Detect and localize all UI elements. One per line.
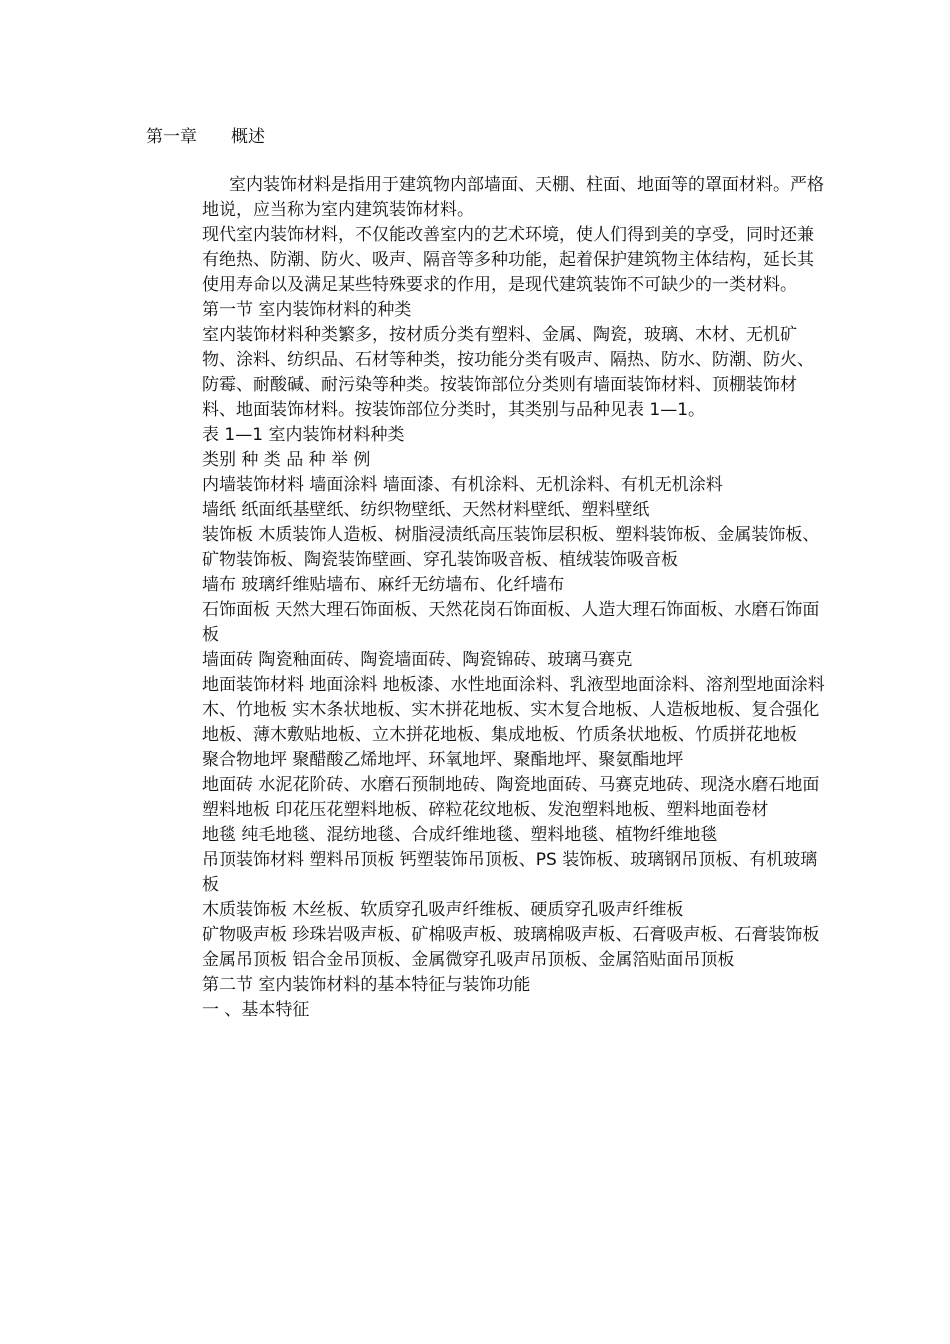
table-row: 墙纸 纸面纸基壁纸、纺织物壁纸、天然材料壁纸、塑料壁纸 xyxy=(202,500,650,520)
table-row: 塑料地板 印花压花塑料地板、碎粒花纹地板、发泡塑料地板、塑料地面卷材 xyxy=(202,800,769,820)
table-row: 石饰面板 天然大理石饰面板、天然花岗石饰面板、人造大理石饰面板、水磨石饰面板 xyxy=(202,600,820,645)
table-caption: 表 1—1 室内装饰材料种类 xyxy=(202,425,405,445)
table-row: 墙面砖 陶瓷釉面砖、陶瓷墙面砖、陶瓷锦砖、玻璃马赛克 xyxy=(202,650,633,670)
table-row: 内墙装饰材料 墙面涂料 墙面漆、有机涂料、无机涂料、有机无机涂料 xyxy=(202,475,723,495)
table-row: 地毯 纯毛地毯、混纺地毯、合成纤维地毯、塑料地毯、植物纤维地毯 xyxy=(202,825,718,845)
table-row: 矿物吸声板 珍珠岩吸声板、矿棉吸声板、玻璃棉吸声板、石膏吸声板、石膏装饰板 xyxy=(202,925,820,945)
table-row: 木、竹地板 实木条状地板、实木拼花地板、实木复合地板、人造板地板、复合强化地板、薄木敷贴地板、立木拼花地板、集成地板、竹质条状地板、竹质拼花地板 xyxy=(202,700,820,745)
table-row: 地面砖 水泥花阶砖、水磨石预制地砖、陶瓷地面砖、马赛克地砖、现浇水磨石地面 xyxy=(202,775,820,795)
section-1-paragraph: 室内装饰材料种类繁多，按材质分类有塑料、金属、陶瓷，玻璃、木材、无机矿物、涂料、纺织品、石材等种类，按功能分类有吸声、隔热、防水、防潮、防火、防霉、耐酸碱、耐污染等种类。按装饰部位分类则有墙面装饰材料、顶棚装饰材料、地面装饰材料。按装饰部位分类时，其类别与品种见表 1—1。 xyxy=(202,325,814,420)
table-row: 聚合物地坪 聚醋酸乙烯地坪、环氧地坪、聚酯地坪、聚氨酯地坪 xyxy=(202,750,684,770)
document-body xyxy=(202,173,827,1023)
intro-paragraph: 室内装饰材料是指用于建筑物内部墙面、天棚、柱面、地面等的罩面材料。严格地说，应当称为室内建筑装饰材料。 xyxy=(202,175,824,220)
table-row: 木质装饰板 木丝板、软质穿孔吸声纤维板、硬质穿孔吸声纤维板 xyxy=(202,900,684,920)
table-row: 墙布 玻璃纤维贴墙布、麻纤无纺墙布、化纤墙布 xyxy=(202,575,565,595)
table-row: 装饰板 木质装饰人造板、树脂浸渍纸高压装饰层积板、塑料装饰板、金属装饰板、矿物装饰板、陶瓷装饰壁画、穿孔装饰吸音板、植绒装饰吸音板 xyxy=(202,525,820,570)
chapter-title: 第一章 概述 xyxy=(146,127,265,147)
table-row: 金属吊顶板 铝合金吊顶板、金属微穿孔吸声吊顶板、金属箔贴面吊顶板 xyxy=(202,950,735,970)
table-row: 地面装饰材料 地面涂料 地板漆、水性地面涂料、乳液型地面涂料、溶剂型地面涂料 xyxy=(202,675,825,695)
subsection-title: 一 、基本特征 xyxy=(202,1000,310,1020)
table-header: 类别 种 类 品 种 举 例 xyxy=(202,450,371,470)
table-row: 吊顶装饰材料 塑料吊顶板 钙塑装饰吊顶板、PS 装饰板、玻璃钢吊顶板、有机玻璃板 xyxy=(202,850,818,895)
section-2-title: 第二节 室内装饰材料的基本特征与装饰功能 xyxy=(202,975,531,995)
section-1-title: 第一节 室内装饰材料的种类 xyxy=(202,300,412,320)
modern-paragraph: 现代室内装饰材料，不仅能改善室内的艺术环境，使人们得到美的享受，同时还兼有绝热、防潮、防火、吸声、隔音等多种功能，起着保护建筑物主体结构，延长其使用寿命以及满足某些特殊要求的作用，是现代建筑装饰不可缺少的一类材料。 xyxy=(202,225,814,295)
